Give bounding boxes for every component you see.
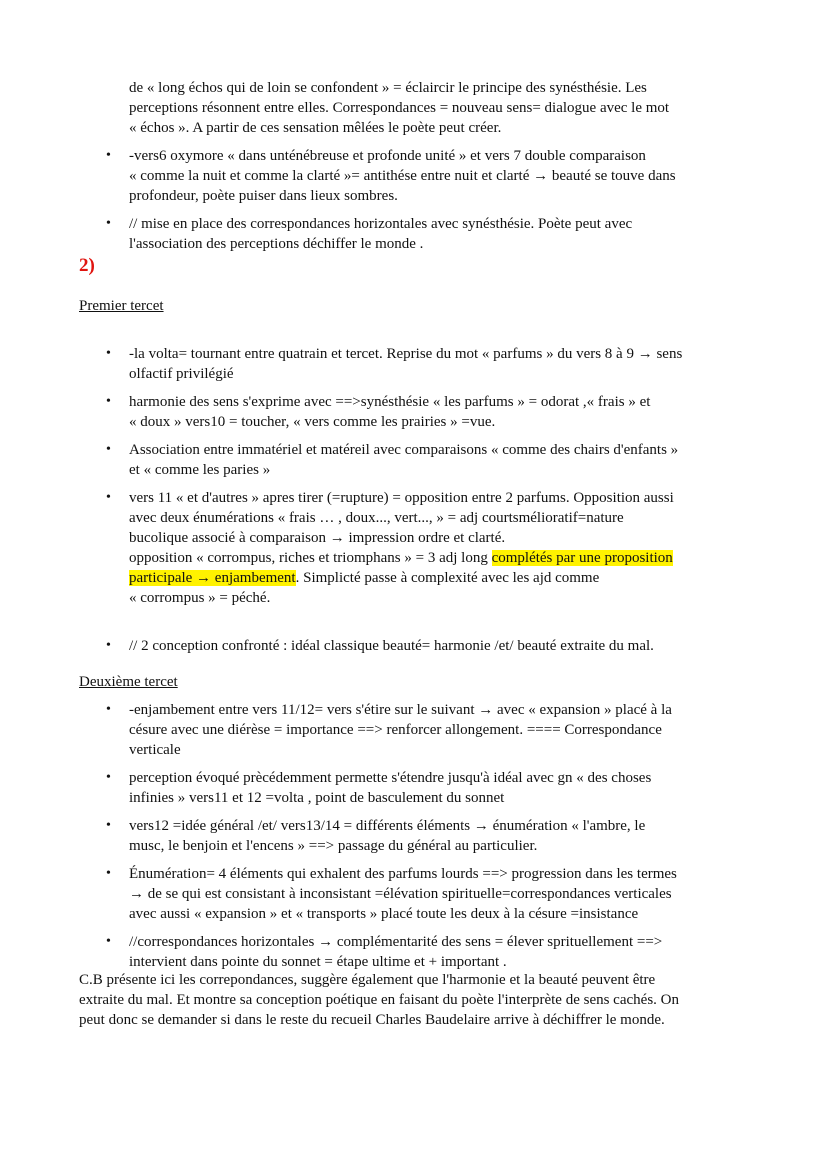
text-line: infinies » vers11 et 12 =volta , point de basculement du sonnet	[129, 790, 505, 806]
list-item	[79, 768, 759, 808]
list-item	[79, 816, 759, 856]
text-line: // mise en place des correspondances horizontales avec synésthésie. Poète peut avec	[129, 216, 633, 232]
list-item	[79, 932, 759, 972]
bullet-icon: •	[106, 866, 111, 881]
text-line: musc, le benjoin et l'encens » ==> passage du général au particulier.	[129, 838, 538, 854]
text-line: // 2 conception confronté : idéal classique beauté= harmonie /et/ beauté extraite du mal.	[129, 638, 654, 654]
part1-bullet-list	[79, 146, 759, 254]
bullet-icon: •	[106, 818, 111, 833]
text-line: l'association des perceptions déchiffer le monde .	[129, 236, 424, 252]
section-number: 2)	[79, 255, 95, 276]
text-line: olfactif privilégié	[129, 366, 234, 382]
text-line: extraite du mal. Et montre sa conception poétique en faisant du poète l'interprète de sens cachés. On	[79, 992, 679, 1008]
list-item	[79, 440, 759, 480]
bullet-icon: •	[106, 148, 111, 163]
text-line: « corrompus » = péché.	[129, 590, 271, 606]
text-line: C.B présente ici les correpondances, suggère également que l'harmonie et la beauté peuvent être	[79, 972, 656, 988]
text-line: « doux » vers10 = toucher, « vers comme les prairies » =vue.	[129, 414, 496, 430]
text-line: -la volta= tournant entre quatrain et tercet. Reprise du mot « parfums » du vers 8 à 9 → sens	[129, 346, 683, 362]
text-line: harmonie des sens s'exprime avec ==>synésthésie « les parfums » = odorat ,« frais » et	[129, 394, 651, 410]
text-line: vers 11 « et d'autres » apres tirer (=rupture) = opposition entre 2 parfums. Opposition aussi	[129, 490, 674, 506]
bullet-icon: •	[106, 934, 111, 949]
highlighted-text: complétés par une proposition	[491, 550, 673, 566]
conclusion-paragraph	[79, 970, 769, 1030]
bullet-icon: •	[106, 346, 111, 361]
text-line: -enjambement entre vers 11/12= vers s'étire sur le suivant → avec « expansion » placé à la	[129, 702, 672, 718]
bullet-icon: •	[106, 442, 111, 457]
text-segment: . Simplicté passe à complexité avec les ajd comme	[295, 570, 600, 586]
text-segment: opposition « corrompus, riches et triomphans » = 3 adj long	[129, 550, 492, 566]
text-line: de « long échos qui de loin se confondent » = éclaircir le principe des synésthésie. Les	[129, 80, 647, 96]
bullet-icon: •	[106, 216, 111, 231]
list-item	[79, 488, 759, 608]
text-line: Association entre immatériel et matéreil avec comparaisons « comme des chairs d'enfants »	[129, 442, 679, 458]
text-line: perception évoqué prècédemment permette s'étendre jusqu'à idéal avec gn « des choses	[129, 770, 652, 786]
bullet-icon: •	[106, 770, 111, 785]
list-item	[79, 864, 759, 924]
text-line: verticale	[129, 742, 181, 758]
list-item	[79, 344, 759, 384]
second-tercet-bullet-list	[79, 700, 759, 972]
text-line: avec aussi « expansion » et « transports » placé toute les deux à la césure =insistance	[129, 906, 639, 922]
bullet-icon: •	[106, 490, 111, 505]
text-line	[129, 548, 759, 568]
text-line: « comme la nuit et comme la clarté »= antithése entre nuit et clarté → beauté se touve dans	[129, 168, 676, 184]
text-line: Énumération= 4 éléments qui exhalent des parfums lourds ==> progression dans les termes	[129, 866, 677, 882]
bullet-icon: •	[106, 394, 111, 409]
text-line	[129, 568, 759, 588]
section-title-second-tercet: Deuxième tercet	[79, 674, 178, 690]
text-line: profondeur, poète puiser dans lieux sombres.	[129, 188, 398, 204]
text-line: avec deux énumérations « frais … , doux..., vert..., » = adj courtsmélioratif=nature	[129, 510, 624, 526]
text-line: vers12 =idée général /et/ vers13/14 = différents éléments → énumération « l'ambre, le	[129, 818, 646, 834]
list-item	[79, 146, 759, 206]
text-line: → de se qui est consistant à inconsistant =élévation spirituelle=correspondances verticales	[129, 886, 672, 902]
text-line: perceptions résonnent entre elles. Correspondances = nouveau sens= dialogue avec le mot	[129, 100, 670, 116]
text-line: césure avec une diérèse = importance ==> renforcer allongement. ==== Correspondance	[129, 722, 662, 738]
list-item	[79, 214, 759, 254]
text-line: « échos ». A partir de ces sensation mêlées le poète peut créer.	[129, 120, 502, 136]
list-item	[79, 392, 759, 432]
text-line: intervient dans pointe du sonnet = étape ultime et + important .	[129, 954, 507, 970]
bullet-icon: •	[106, 638, 111, 653]
intro-continuation	[129, 78, 759, 138]
text-line: bucolique associé à comparaison → impression ordre et clarté.	[129, 530, 506, 546]
highlighted-text: participale → enjambement	[129, 570, 296, 586]
text-line: et « comme les paries »	[129, 462, 271, 478]
text-line: peut donc se demander si dans le reste du recueil Charles Baudelaire arrive à déchiffrer le monde.	[79, 1012, 665, 1028]
section-title-first-tercet: Premier tercet	[79, 298, 164, 314]
list-item	[79, 636, 759, 656]
text-line: -vers6 oxymore « dans unténébreuse et profonde unité » et vers 7 double comparaison	[129, 148, 646, 164]
text-line: //correspondances horizontales → complémentarité des sens = élever sprituellement ==>	[129, 934, 663, 950]
first-tercet-bullet-list	[79, 344, 759, 656]
list-item	[79, 700, 759, 760]
bullet-icon: •	[106, 702, 111, 717]
